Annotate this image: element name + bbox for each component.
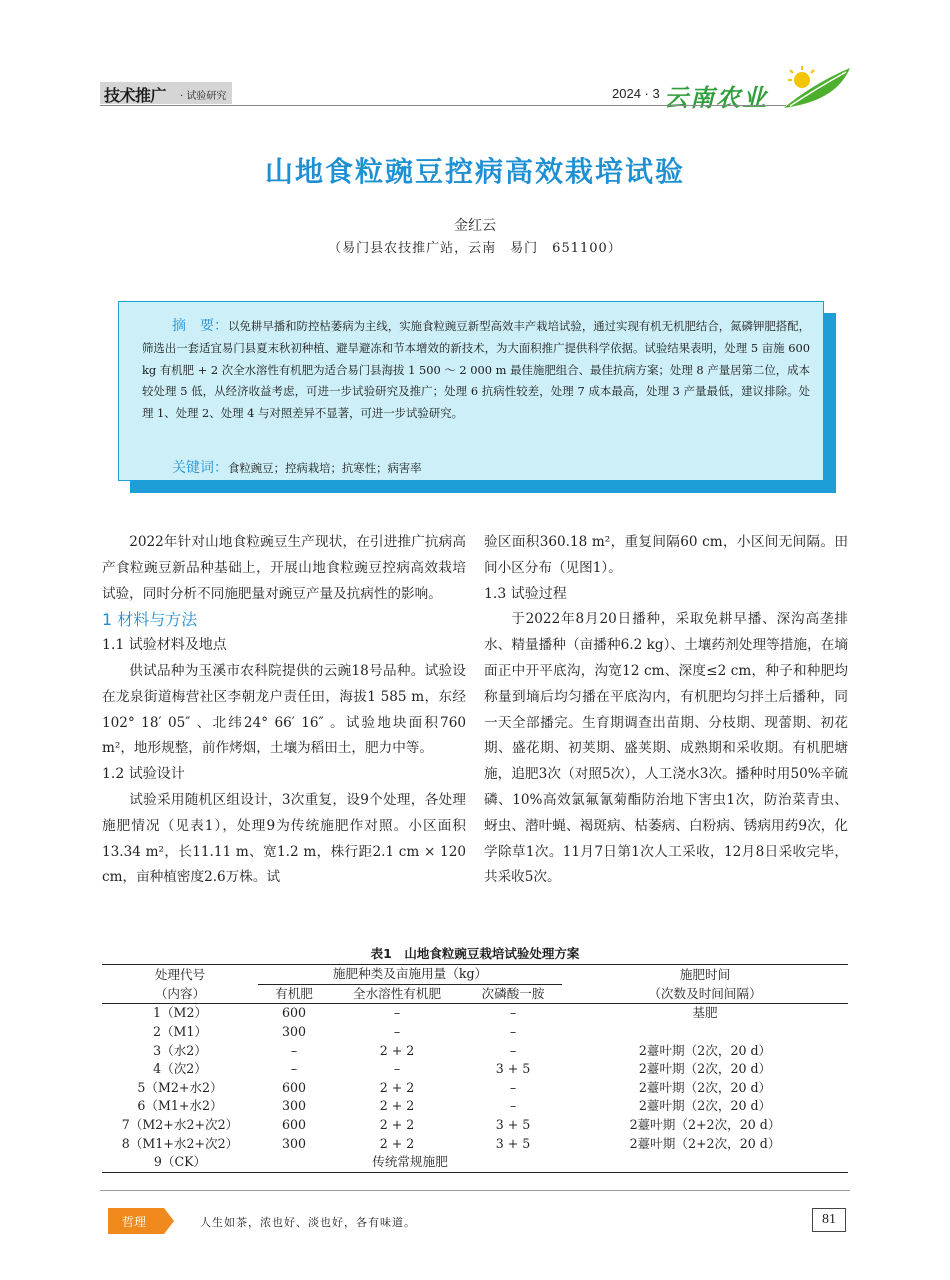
table-cell-phos: 3 + 5: [495, 1135, 531, 1151]
table-cell-water: 2 + 2: [379, 1098, 415, 1114]
table-cell-phos: –: [509, 1079, 517, 1095]
section-heading-1: 1 材料与方法: [102, 610, 198, 630]
footer-tag: 哲理: [122, 1215, 147, 1229]
table-cell-water: 2 + 2: [379, 1135, 415, 1151]
table-cell-org: –: [290, 1061, 298, 1077]
table-cell-water: 2 + 2: [379, 1079, 415, 1095]
author: 金红云: [454, 218, 496, 234]
table-cell-code: 1（M2）: [152, 1005, 208, 1021]
header-organic: 有机肥: [258, 984, 330, 1004]
table-cell-time: 2薹叶期（2+2次，20 d）: [629, 1117, 781, 1133]
table-row: [102, 1023, 848, 1042]
body-left-column: [102, 530, 466, 891]
table-cell-water: –: [393, 1005, 401, 1021]
subsection-heading-1-1: 1.1 试验材料及地点: [102, 637, 227, 654]
table-cell-phos: 3 + 5: [495, 1061, 531, 1077]
table-cell-time: 2薹叶期（2次，20 d）: [638, 1061, 772, 1077]
table-cell-code: 8（M1+水2+次2）: [121, 1135, 239, 1151]
table-cell-phos: –: [509, 1098, 517, 1114]
table-cell-code: 3（水2）: [153, 1042, 207, 1058]
issue-number: 2024 · 3: [612, 86, 660, 101]
table-cell-time: 2薹叶期（2次，20 d）: [638, 1079, 772, 1095]
treatment-table: [102, 964, 848, 1173]
table-cell-org: 300: [281, 1024, 307, 1040]
table-cell-time: [562, 1023, 848, 1042]
table-cell-phos: –: [509, 1005, 517, 1021]
table-cell-org: –: [290, 1042, 298, 1058]
table-cell-org: 600: [281, 1117, 307, 1133]
leaf-sun-logo-icon: [780, 64, 852, 110]
table-cell-water: –: [393, 1061, 401, 1077]
column-name: 技术推广: [104, 86, 167, 105]
table-cell-org: 300: [281, 1135, 307, 1151]
subsection-heading-1-2: 1.2 试验设计: [102, 766, 185, 783]
table-cell-code: 4（次2）: [153, 1061, 207, 1077]
keywords-list: 食粒豌豆；控病栽培；抗寒性；病害率: [228, 461, 422, 475]
table-row: [102, 1041, 848, 1060]
table-cell-time: 2薹叶期（2次，20 d）: [638, 1098, 772, 1114]
keywords: [172, 457, 422, 477]
header-code-content: （内容）: [102, 984, 258, 1004]
table-row: [102, 1116, 848, 1135]
table-cell-water: –: [393, 1024, 401, 1040]
table-cell-phos: 3 + 5: [495, 1117, 531, 1133]
affiliation: （易门县农技推广站，云南 易门 651100）: [328, 241, 622, 256]
footer-rule: [100, 1190, 850, 1191]
header-fertilizer-group: 施肥种类及亩施用量（kg）: [258, 965, 562, 985]
intro-paragraph: 2022年针对山地食粒豌豆生产现状，在引进推广抗病高产食粒豌豆新品种基础上，开展山地食粒豌豆控病高效栽培试验，同时分析不同施肥量对豌豆产量及抗病性的影响。: [102, 534, 466, 602]
abstract-label: 摘 要：: [172, 318, 229, 334]
header-phosphate: 次磷酸一胺: [464, 984, 562, 1004]
body-right-column: [484, 530, 848, 891]
table-cell-phos: –: [509, 1042, 517, 1058]
table-row: [102, 1134, 848, 1153]
table-cell-phos: –: [509, 1024, 517, 1040]
table-cell-water: 2 + 2: [379, 1042, 415, 1058]
table-cell-code: 7（M2+水2+次2）: [121, 1117, 239, 1133]
table-cell-time: 2薹叶期（2次，20 d）: [638, 1042, 772, 1058]
table-cell-code: 6（M1+水2）: [137, 1098, 223, 1114]
table-row-control: 传统常规施肥: [258, 1153, 562, 1172]
paragraph-1-1: 供试品种为玉溪市农科院提供的云豌18号品种。试验设在龙泉街道梅营社区李朝龙户责任田，海拔1 585 m，东经102° 18′ 05″ 、北纬24° 66′ 16″ 。试验地块面积760 m²，地形规整，前作烤烟，土壤为稻田土，肥力中等。: [102, 662, 466, 757]
paragraph-1-2: 试验采用随机区组设计，3次重复，设9个处理，各处理施肥情况（见表1），处理9为传统施肥作对照。小区面积13.34 m²，长11.11 m、宽1.2 m，株行距2.1 cm × 120 cm，亩种植密度2.6万株。试: [102, 791, 466, 886]
abstract-text: [142, 316, 810, 425]
table-cell-org: 600: [281, 1005, 307, 1021]
magazine-name: 云南农业: [664, 83, 768, 112]
header-time-detail: （次数及时间间隔）: [562, 984, 848, 1004]
table-cell-water: 2 + 2: [379, 1117, 415, 1133]
table-cell-code: 5（M2+水2）: [137, 1079, 223, 1095]
header-rule: [100, 105, 786, 106]
table-row: [102, 1004, 848, 1023]
table-row: [102, 1097, 848, 1116]
header-time: 施肥时间: [562, 965, 848, 985]
keywords-label: 关键词：: [172, 460, 228, 476]
column-subname: · 试验研究: [180, 91, 227, 102]
footer-quote: 人生如茶，浓也好、淡也好，各有味道。: [200, 1216, 416, 1229]
header-water-soluble: 全水溶性有机肥: [330, 984, 464, 1004]
abstract-body: 以免耕早播和防控枯萎病为主线，实施食粒豌豆新型高效丰产栽培试验，通过实现有机无机肥结合，氮磷钾肥搭配，筛选出一套适宜易门县夏末秋初种植、避旱避冻和节本增效的新技术，为大面积推广提供科学依据。试验结果表明，处理 5 亩施 600 kg 有机肥 + 2 次全水溶性有机肥为适合易门县海拔 1 500 ～ 2 000 m 最佳施肥组合、最佳抗病方案；处理 8 产量居第二位，成本较处理 5 低，从经济收益考虑，可进一步试验研究及推广；处理 6 抗病性较差，处理 7 成本最高，处理 3 产量最低，建议排除。处理 1、处理 2、处理 4 与对照差异不显著，可进一步试验研究。: [142, 319, 811, 421]
table-cell-org: 300: [281, 1098, 307, 1114]
table-cell-time: 2薹叶期（2+2次，20 d）: [629, 1135, 781, 1151]
paragraph-continued: 验区面积360.18 m²，重复间隔60 cm，小区间无间隔。田间小区分布（见图1）。: [484, 534, 848, 576]
article-title: 山地食粒豌豆控病高效栽培试验: [264, 155, 685, 188]
table-row: [102, 1060, 848, 1079]
table-row-code: 9（CK）: [102, 1153, 258, 1172]
table-cell-time: 基肥: [692, 1005, 718, 1021]
header-code: 处理代号: [102, 965, 258, 985]
page-number: 81: [812, 1208, 846, 1232]
paragraph-1-3: 于2022年8月20日播种，采取免耕早播、深沟高垄排水、精量播种（亩播种6.2 kg）、土壤药剂处理等措施，在墒面正中开平底沟，沟宽12 cm、深度≤2 cm，种子和种肥均称量到墒后均匀播在平底沟内，有机肥均匀拌土后播种，同一天全部播完。生育期调查出苗期、分枝期、现蕾期、初花期、盛花期、初荚期、盛荚期、成熟期和采收期。有机肥塘施，追肥3次（对照5次），人工浇水3次。播种时用50%辛硫磷、10%高效氯氟氰菊酯防治地下害虫1次，防治菜青虫、蚜虫、潜叶蝇、褐斑病、枯萎病、白粉病、锈病用药9次，化学除草1次。11月7日第1次人工采收，12月8日采收完毕，共采收5次。: [484, 611, 848, 886]
table-cell-code: 2（M1）: [152, 1024, 208, 1040]
subsection-heading-1-3: 1.3 试验过程: [484, 585, 567, 602]
table-row: [102, 1079, 848, 1098]
table-caption: 表1 山地食粒豌豆栽培试验处理方案: [370, 946, 580, 961]
table-cell-org: 600: [281, 1079, 307, 1095]
